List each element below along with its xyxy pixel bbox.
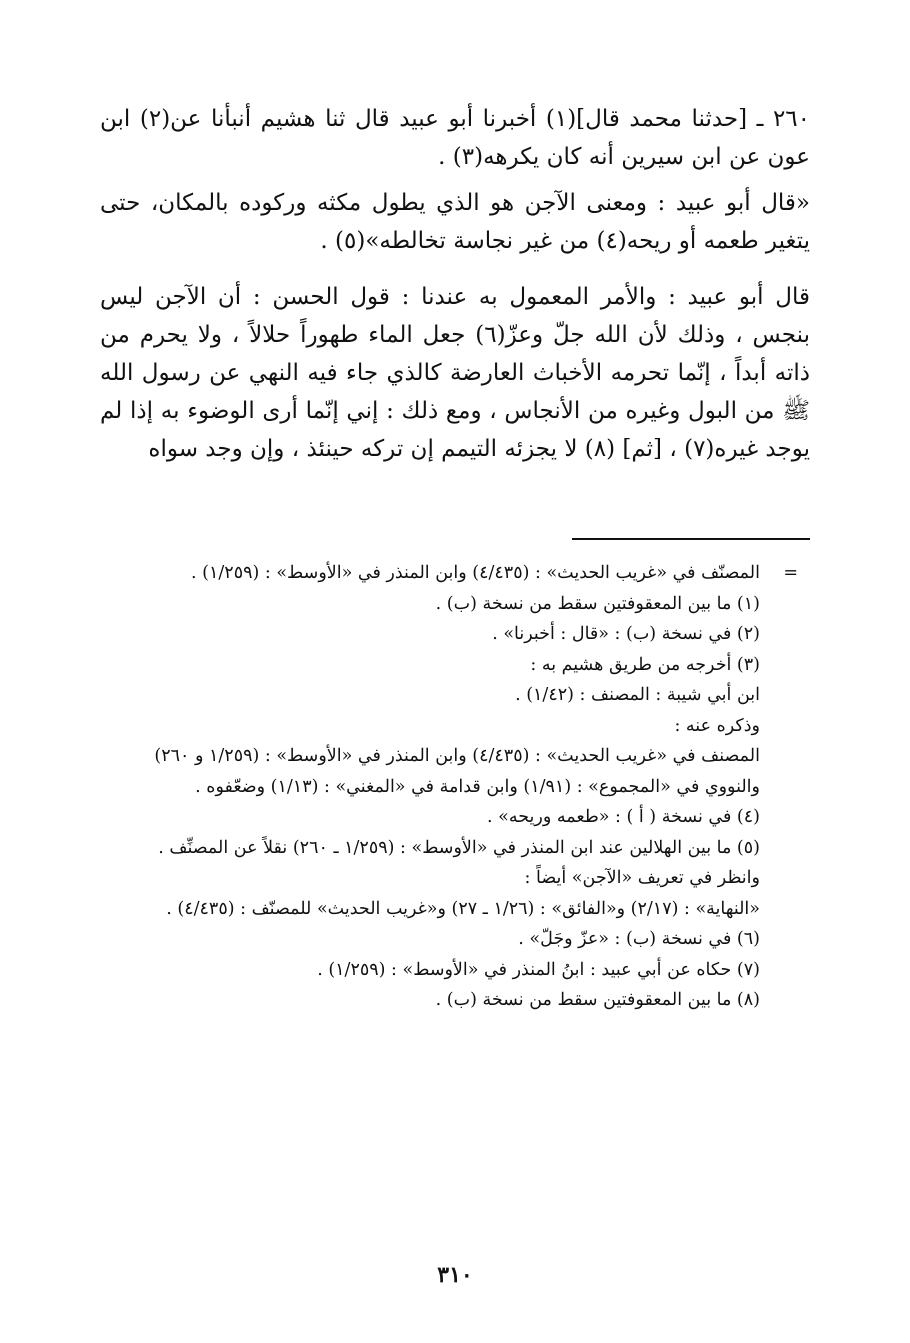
- footnote-separator: [572, 538, 810, 540]
- footnote-3-mentioned: وذكره عنه :: [674, 715, 760, 736]
- footnote-8: (٨) ما بين المعقوفتين سقط من نسخة (ب) .: [435, 990, 760, 1010]
- continuation-mark: =: [783, 563, 798, 583]
- footnote-3: (٣) أخرجه من طريق هشيم به :: [530, 654, 760, 675]
- footnote-2: (٢) في نسخة (ب) : «قال : أخبرنا» .: [492, 624, 760, 644]
- footnotes: [100, 558, 810, 1016]
- footnote-continuation: [100, 558, 810, 589]
- footnote-4: (٤) في نسخة ( أ ) : «طعمه وريحه» .: [487, 807, 760, 827]
- commentary-paragraph: قال أبو عبيد : والأمر المعمول به عندنا : قول الحسن : أن الآجن ليس بنجس ، وذلك لأن الله جلّ وعزّ(٦) جعل الماء طهوراً حلالاً ، ولا يحرم من ذاته أبداً ، إنّما تحرمه الأخباث العارضة كالذي جاء فيه النهي عن رسول الله ﷺ من البول وغيره من الأنجاس ، ومع ذلك : إني إنّما أرى الوضوء به إذا لم يوجد غيره(٧) ، [ثم] (٨) لا يجزئه التيمم إن تركه حينئذ ، وإن وجد سواه: [100, 284, 810, 462]
- definition-paragraph: «قال أبو عبيد : ومعنى الآجن هو الذي يطول مكثه وركوده بالمكان، حتى يتغير طعمه أو ريحه(٤) من غير نجاسة تخالطه»(٥) .: [100, 190, 810, 254]
- footnote-3-references: المصنف في «غريب الحديث» : (٤/٤٣٥) وابن المنذر في «الأوسط» : (١/٢٥٩ و ٢٦٠) والنووي في «المجموع» : (١/٩١) وابن قدامة في «المغني» : (١/١٣) وضعّفوه .: [154, 746, 760, 797]
- main-text: [100, 100, 810, 468]
- page-number: ٣١٠: [437, 1262, 473, 1288]
- footnote-5-see-also: وانظر في تعريف «الآجن» أيضاً :: [524, 868, 760, 888]
- footnote-5: (٥) ما بين الهلالين عند ابن المنذر في «الأوسط» : (١/٢٥٩ ـ ٢٦٠) نقلاً عن المصنِّف .: [158, 837, 760, 858]
- hadith-paragraph: ٢٦٠ ـ [حدثنا محمد قال](١) أخبرنا أبو عبيد قال ثنا هشيم أنبأنا عن(٢) ابن عون عن ابن سيرين أنه كان يكرهه(٣) .: [100, 106, 810, 170]
- footnote-6: (٦) في نسخة (ب) : «عزّ وجَلّ» .: [518, 929, 760, 949]
- footnote-5-references: «النهاية» : (٢/١٧) و«الفائق» : (١/٢٦ ـ ٢٧) و«غريب الحديث» للمصنّف : (٤/٤٣٥) .: [166, 898, 760, 919]
- footnote-1: (١) ما بين المعقوفتين سقط من نسخة (ب) .: [435, 593, 760, 614]
- footnote-3-source: ابن أبي شيبة : المصنف : (١/٤٢) .: [515, 685, 760, 705]
- footnote-7: (٧) حكاه عن أبي عبيد : ابنُ المنذر في «الأوسط» : (١/٢٥٩) .: [317, 959, 760, 980]
- footnote-continuation-text: المصنّف في «غريب الحديث» : (٤/٤٣٥) وابن المنذر في «الأوسط» : (١/٢٥٩) .: [191, 563, 760, 583]
